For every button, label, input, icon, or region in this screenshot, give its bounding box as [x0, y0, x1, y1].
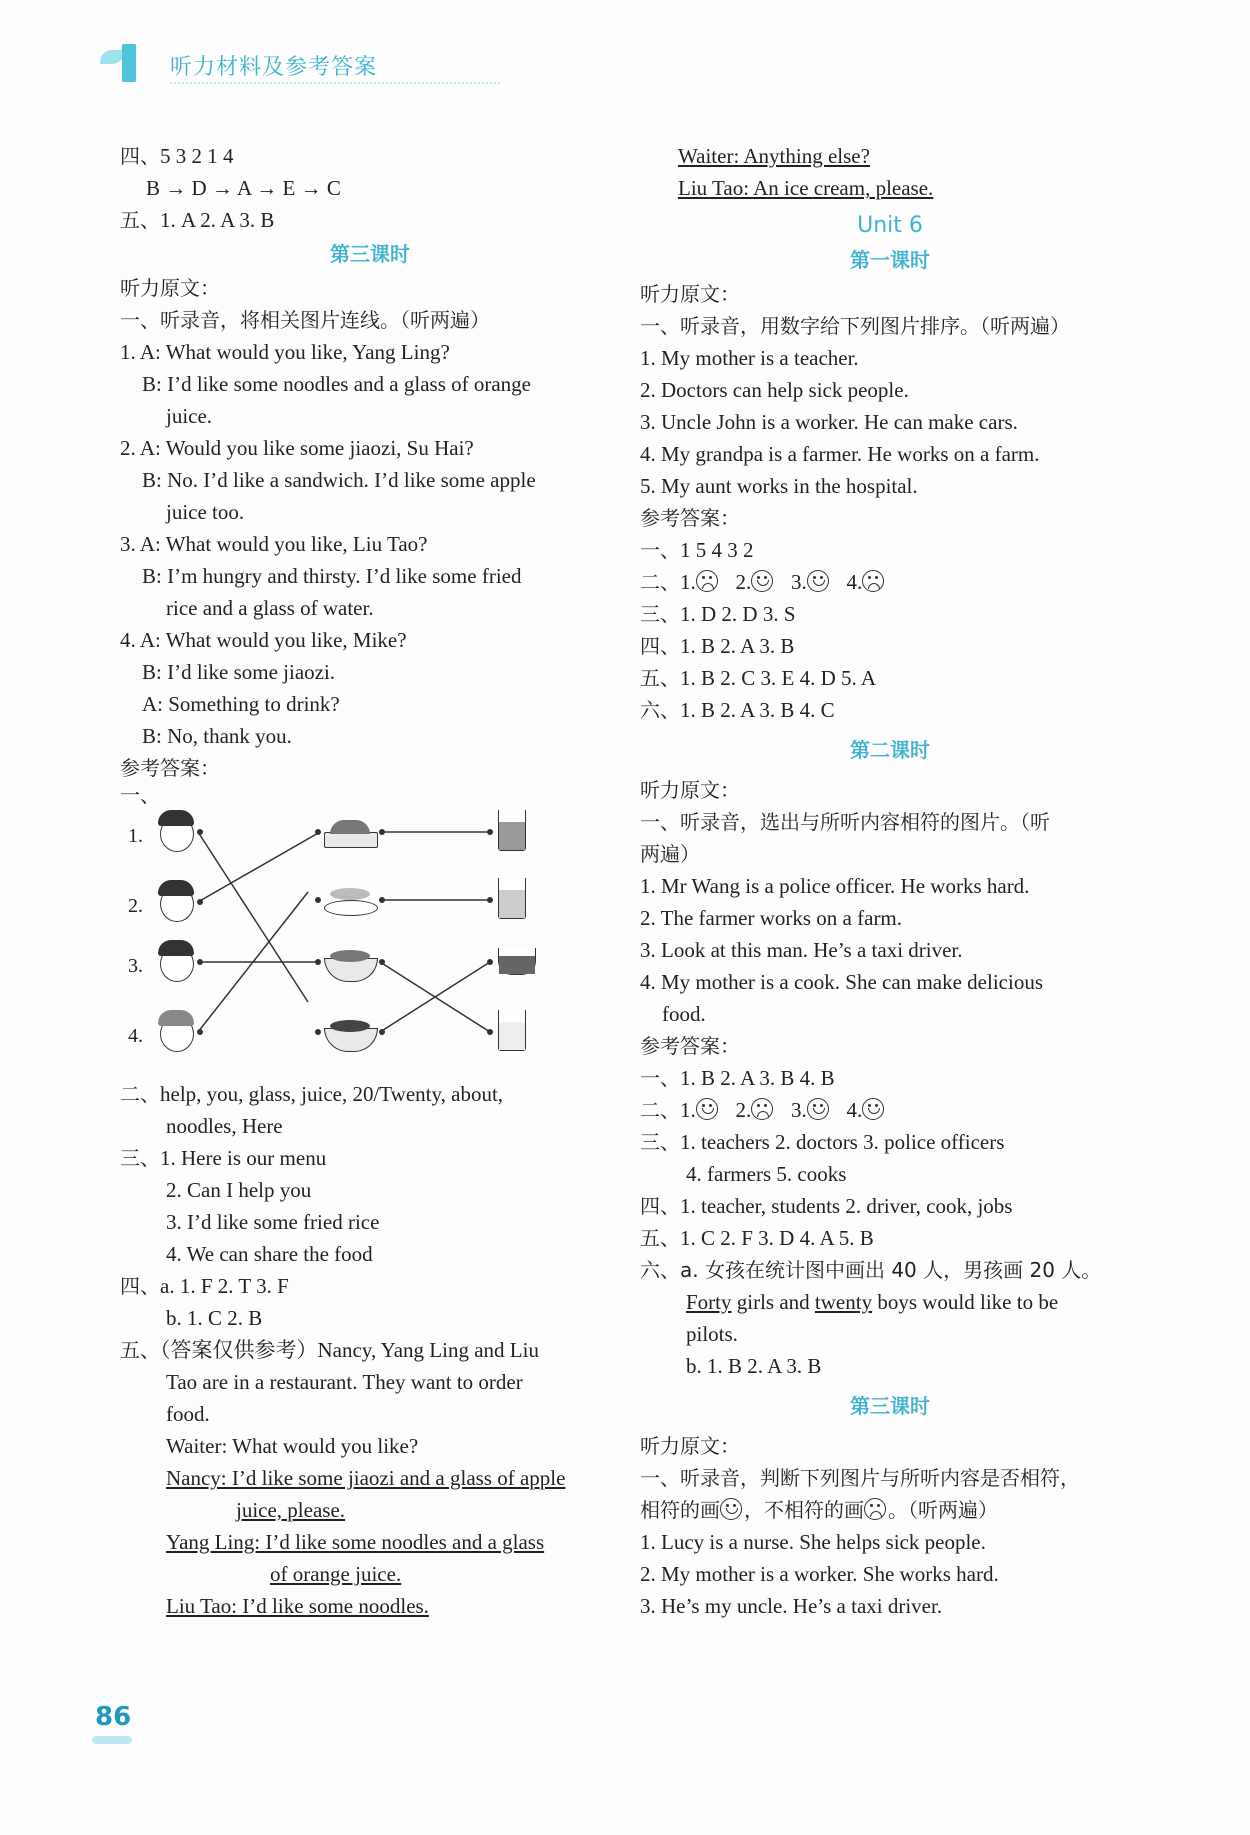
tea-cup-icon	[498, 948, 536, 975]
answer-wu: 五、1. B 2. C 3. E 4. D 5. A	[640, 666, 877, 690]
listen-line: 3. He’s my uncle. He’s a taxi driver.	[640, 1594, 943, 1618]
leaf-icon	[100, 50, 124, 64]
answer-si: 四、1. teacher, students 2. driver, cook, jobs	[640, 1194, 1013, 1218]
q1-instruction-cont: 两遍）	[640, 842, 700, 866]
section-title-lesson2: 第二课时	[850, 738, 930, 762]
sad-face-icon	[864, 1498, 886, 1520]
section-title-lesson3: 第三课时	[330, 242, 410, 266]
q1-instruction-cont: 相符的画 ，不相符的画 。（听两遍）	[640, 1498, 998, 1522]
answer-wu: 五、1. A 2. A 3. B	[120, 208, 275, 232]
answer-san-item: 4. We can share the food	[166, 1242, 373, 1266]
answer-wu-line: juice, please.	[236, 1498, 346, 1522]
dialog-line: B: I’m hungry and thirsty. I’d like some fried	[142, 564, 522, 588]
answer-label: 参考答案：	[640, 1034, 740, 1058]
q1-answer-label: 一、	[120, 783, 160, 807]
listen-line: 1. Mr Wang is a police officer. He works hard.	[640, 874, 1030, 898]
listen-line: 2. The farmer works on a farm.	[640, 906, 903, 930]
listen-label: 听力原文：	[640, 1434, 740, 1458]
listen-label: 听力原文：	[120, 276, 220, 300]
answer-san-item: 2. Can I help you	[166, 1178, 312, 1202]
happy-face-icon	[696, 1098, 718, 1120]
girl-icon	[156, 880, 196, 924]
right-column	[640, 140, 1140, 1622]
orange-juice-icon	[498, 810, 526, 851]
listen-line: 4. My mother is a cook. She can make delicious	[640, 970, 1043, 994]
dialog-line: Waiter: Anything else?	[678, 144, 870, 168]
apple-juice-icon	[498, 878, 526, 919]
dialog-line: juice.	[166, 404, 213, 428]
dialog-line: B: I’d like some noodles and a glass of orange	[142, 372, 531, 396]
dialog-line: 2. A: Would you like some jiaozi, Su Hai?	[120, 436, 474, 460]
listen-line-cont: food.	[662, 1002, 706, 1026]
answer-wu: 五、（答案仅供参考）Nancy, Yang Ling and Liu	[120, 1338, 539, 1362]
sad-face-icon	[696, 570, 718, 592]
fried-rice-icon	[324, 946, 376, 980]
answer-wu-line: Waiter: What would you like?	[166, 1434, 419, 1458]
q1-instruction: 一、听录音，选出与所听内容相符的图片。（听	[640, 810, 1050, 834]
page-header	[100, 40, 400, 90]
dialog-line: B: I’d like some jiaozi.	[142, 660, 336, 684]
answer-wu-line: Nancy: I’d like some jiaozi and a glass of apple	[166, 1466, 566, 1490]
happy-face-icon	[720, 1498, 742, 1520]
listen-line: 1. Lucy is a nurse. She helps sick people.	[640, 1530, 986, 1554]
answer-liu: 六、1. B 2. A 3. B 4. C	[640, 698, 835, 722]
noodles-icon	[324, 1016, 376, 1050]
answer-er: 二、help, you, glass, juice, 20/Twenty, about,	[120, 1082, 504, 1106]
water-glass-icon	[498, 1010, 526, 1051]
page-number: 86	[95, 1702, 132, 1732]
dialog-line: 4. A: What would you like, Mike?	[120, 628, 407, 652]
listen-line: 3. Look at this man. He’s a taxi driver.	[640, 938, 963, 962]
match-number: 3.	[128, 955, 143, 977]
answer-wu-line: Yang Ling: I’d like some noodles and a glass	[166, 1530, 545, 1554]
header-title: 听力材料及参考答案	[170, 55, 378, 80]
answer-san-item: 3. I’d like some fried rice	[166, 1210, 380, 1234]
answer-si-nums: 四、5 3 2 1 4	[120, 144, 234, 168]
happy-face-icon	[862, 1098, 884, 1120]
dialog-line: 1. A: What would you like, Yang Ling?	[120, 340, 450, 364]
answer-san: 三、1. Here is our menu	[120, 1146, 327, 1170]
dialog-line: Liu Tao: An ice cream, please.	[678, 176, 934, 200]
section-title-lesson3: 第三课时	[850, 1394, 930, 1418]
dialog-line: rice and a glass of water.	[166, 596, 374, 620]
dialog-line: A: Something to drink?	[142, 692, 340, 716]
listen-line: 5. My aunt works in the hospital.	[640, 474, 918, 498]
answer-label: 参考答案：	[640, 506, 740, 530]
match-number: 2.	[128, 895, 143, 917]
left-column	[120, 140, 620, 1622]
answer-yi: 一、1. B 2. A 3. B 4. B	[640, 1066, 835, 1090]
answer-yi: 一、1 5 4 3 2	[640, 538, 754, 562]
answer-liu-sentence-cont: pilots.	[686, 1322, 738, 1346]
q1-instruction: 一、听录音，将相关图片连线。（听两遍）	[120, 308, 490, 332]
boy-icon	[156, 1010, 196, 1054]
listen-line: 2. My mother is a worker. She works hard.	[640, 1562, 999, 1586]
header-divider	[170, 82, 500, 84]
answer-wu-line: Tao are in a restaurant. They want to order	[166, 1370, 523, 1394]
answer-si-order: B → D → A → E → C	[146, 176, 341, 200]
sandwich-icon	[324, 816, 376, 850]
sad-face-icon	[862, 570, 884, 592]
sad-face-icon	[751, 1098, 773, 1120]
answer-wu-line: Liu Tao: I’d like some noodles.	[166, 1594, 429, 1618]
answer-liu-b: b. 1. B 2. A 3. B	[686, 1354, 822, 1378]
match-number: 4.	[128, 1025, 143, 1047]
answer-wu-line: food.	[166, 1402, 210, 1426]
listen-label: 听力原文：	[640, 282, 740, 306]
girl-icon	[156, 810, 196, 854]
happy-face-icon	[807, 1098, 829, 1120]
answer-san-cont: 4. farmers 5. cooks	[686, 1162, 847, 1186]
listen-line: 1. My mother is a teacher.	[640, 346, 859, 370]
dialog-line: B: No. I’d like a sandwich. I’d like some apple	[142, 468, 536, 492]
answer-label: 参考答案：	[120, 756, 220, 780]
answer-er-cont: noodles, Here	[166, 1114, 283, 1138]
q1-instruction: 一、听录音，用数字给下列图片排序。（听两遍）	[640, 314, 1070, 338]
answer-si: 四、a. 1. F 2. T 3. F	[120, 1274, 289, 1298]
answer-san: 三、1. D 2. D 3. S	[640, 602, 796, 626]
answer-liu-sentence: Forty girls and twenty boys would like to be	[686, 1290, 1059, 1314]
answer-si: 四、1. B 2. A 3. B	[640, 634, 795, 658]
happy-face-icon	[751, 570, 773, 592]
answer-liu: 六、a. 女孩在统计图中画出 40 人，男孩画 20 人。	[640, 1258, 1102, 1282]
matching-figure	[120, 810, 580, 1070]
listen-label: 听力原文：	[640, 778, 740, 802]
answer-wu: 五、1. C 2. F 3. D 4. A 5. B	[640, 1226, 874, 1250]
dialog-line: B: No, thank you.	[142, 724, 292, 748]
answer-er-faces: 二、1. 2. 3. 4.	[640, 1094, 1140, 1126]
listen-line: 4. My grandpa is a farmer. He works on a farm.	[640, 442, 1040, 466]
section-title-lesson1: 第一课时	[850, 248, 930, 272]
dumplings-icon	[324, 884, 376, 918]
match-number: 1.	[128, 825, 143, 847]
header-bar-icon	[122, 44, 136, 82]
boy-icon	[156, 940, 196, 984]
dialog-line: juice too.	[166, 500, 245, 524]
happy-face-icon	[807, 570, 829, 592]
listen-line: 3. Uncle John is a worker. He can make cars.	[640, 410, 1018, 434]
answer-wu-line: of orange juice.	[270, 1562, 402, 1586]
answer-san: 三、1. teachers 2. doctors 3. police officers	[640, 1130, 1005, 1154]
q1-instruction: 一、听录音，判断下列图片与所听内容是否相符，	[640, 1466, 1080, 1490]
dialog-line: 3. A: What would you like, Liu Tao?	[120, 532, 428, 556]
answer-si-b: b. 1. C 2. B	[166, 1306, 263, 1330]
page-number-underline	[92, 1736, 132, 1744]
answer-er-faces: 二、1. 2. 3. 4.	[640, 566, 1140, 598]
listen-line: 2. Doctors can help sick people.	[640, 378, 909, 402]
unit-title: Unit 6	[857, 213, 923, 238]
